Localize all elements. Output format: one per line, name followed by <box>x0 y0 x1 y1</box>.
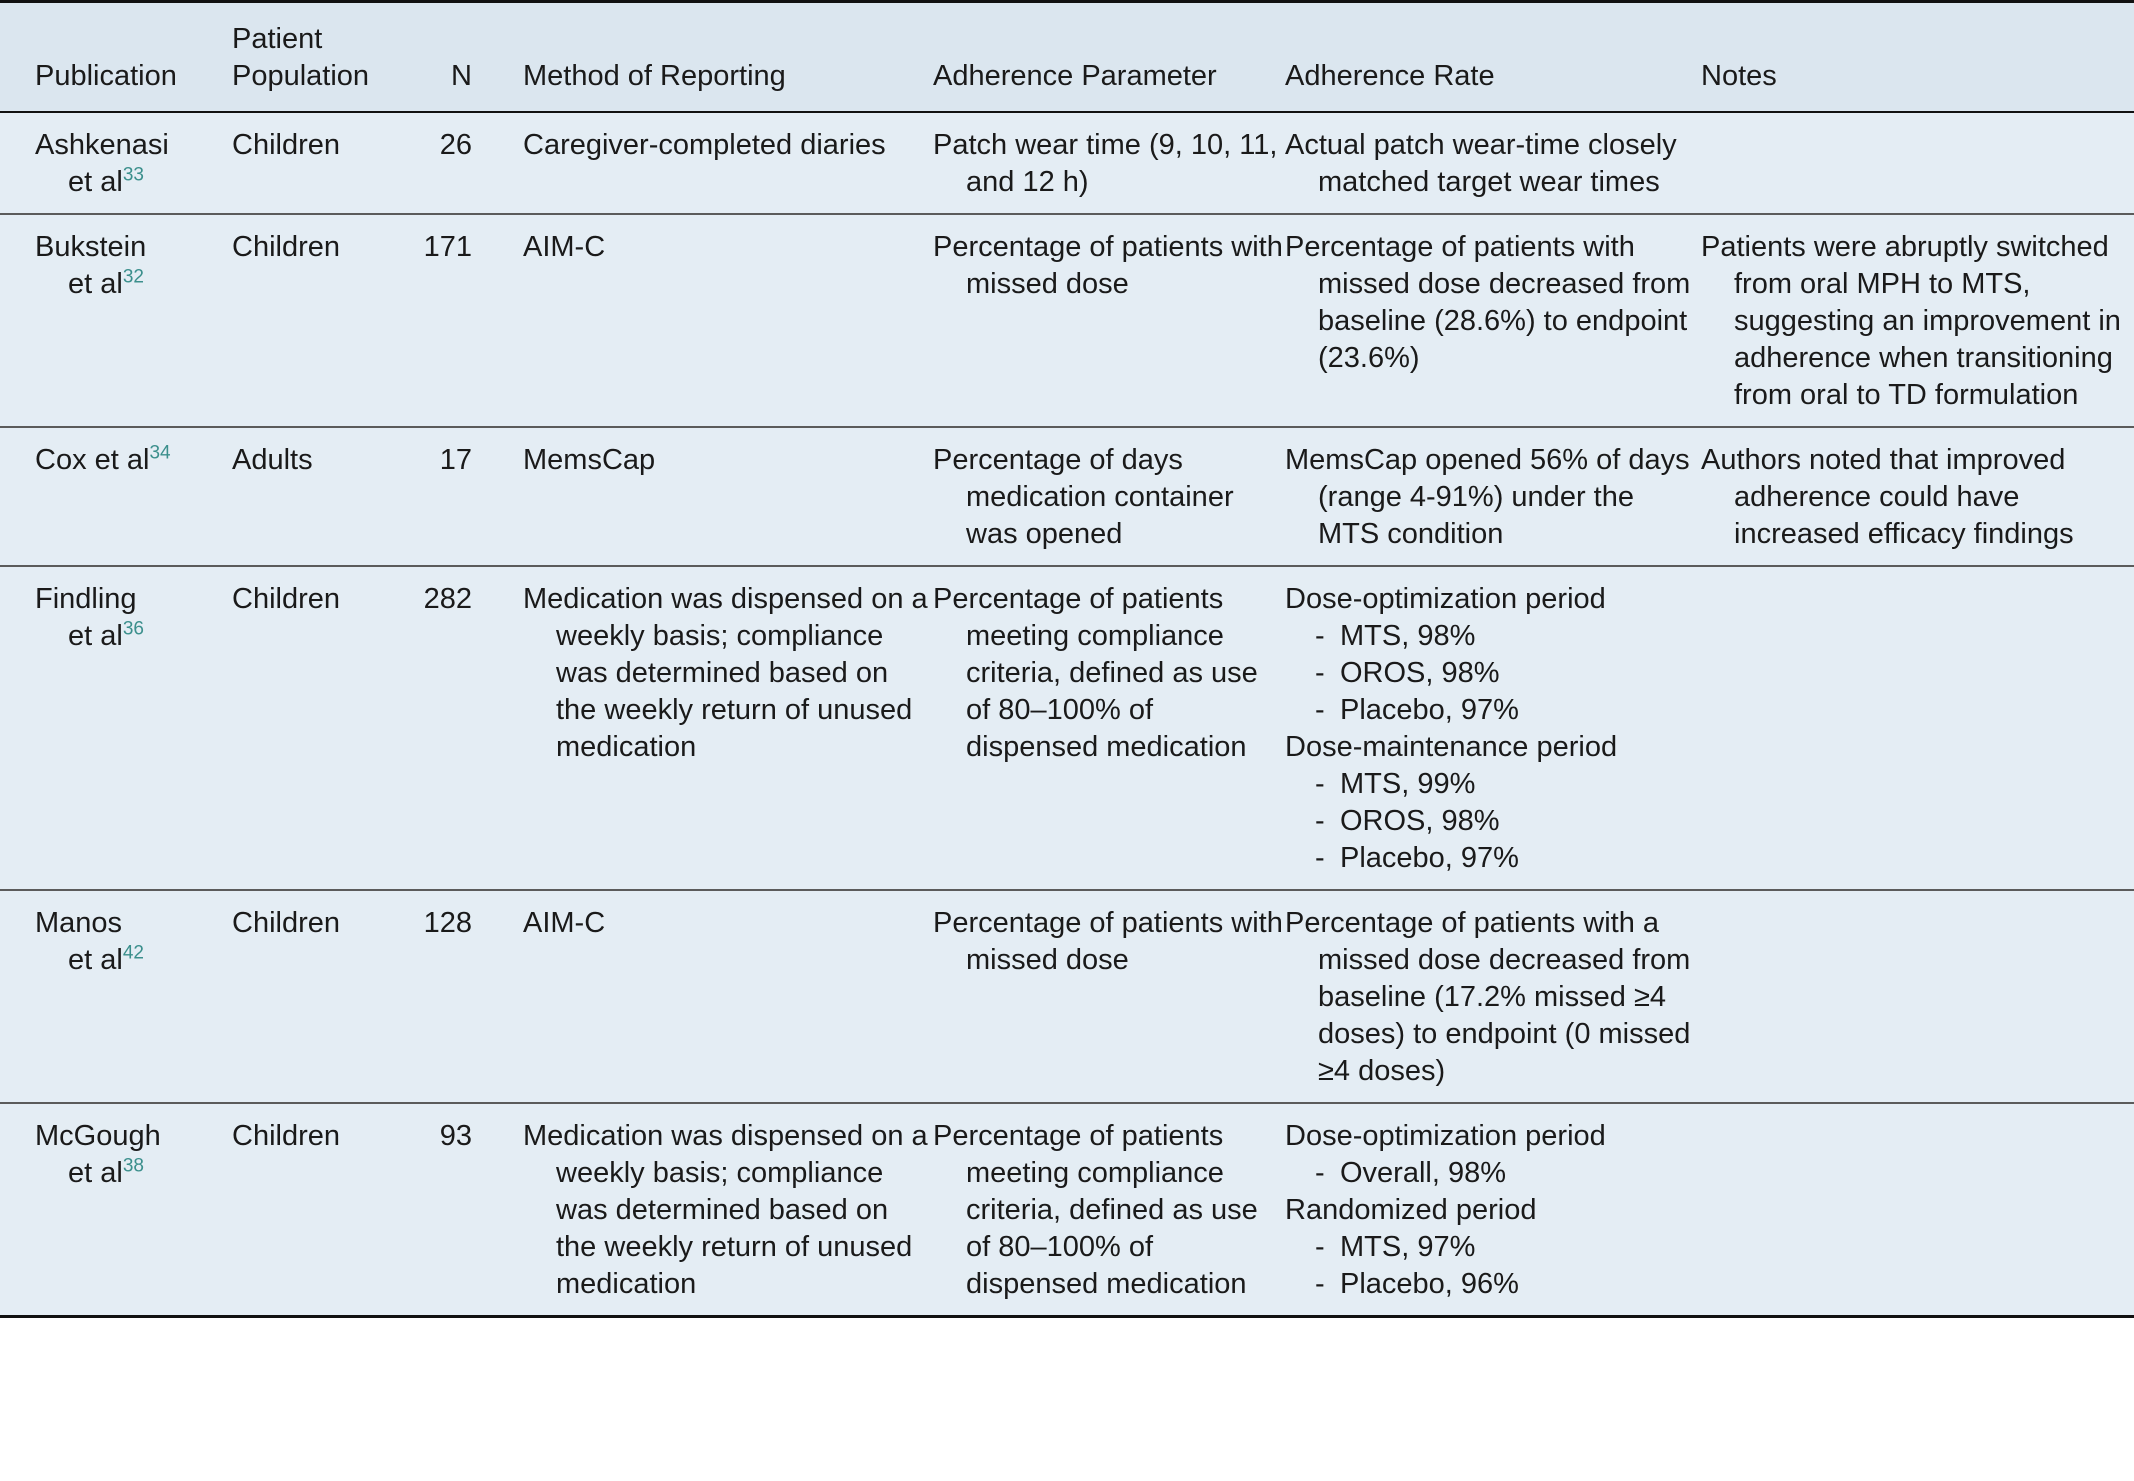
population-cell: Adults <box>232 427 410 566</box>
rate-item: - Placebo, 97% <box>1315 694 1519 726</box>
population-cell: Children <box>232 214 410 427</box>
rate-group: Dose-optimization period - MTS, 98% - OROS, 98% - Placebo, 97% <box>1285 581 1701 729</box>
population-cell: Children <box>232 112 410 214</box>
header-parameter: Adherence Parameter <box>933 2 1285 113</box>
population-cell: Children <box>232 566 410 890</box>
publication-cell: Cox et $al^{34}$ <box>0 427 232 566</box>
table-row <box>0 112 2134 214</box>
n-cell: 171 <box>410 214 523 427</box>
rate-group: Randomized period - MTS, 97% - Placebo, 96% <box>1285 1192 1701 1303</box>
reference-link[interactable]: 38 <box>122 1155 144 1177</box>
parameter-cell: Percentage of patients meeting compliance criteria, defined as use of 80–100% of dispensed medication <box>933 1103 1285 1317</box>
method-cell: Medication was dispensed on a weekly basis; compliance was determined based on the weekly return of unused medication <box>523 566 933 890</box>
rate-item: - OROS, 98% <box>1315 805 1500 837</box>
header-population: Patient Population <box>232 2 410 113</box>
method-cell: Medication was dispensed on a weekly basis; compliance was determined based on the weekly return of unused medication <box>523 1103 933 1317</box>
publication-cell: Findling et $al^{36}$ <box>0 566 232 890</box>
rate-item: - MTS, 97% <box>1315 1231 1476 1263</box>
publication-cell: Ashkenasi et $al^{33}$ <box>0 112 232 214</box>
n-cell: 282 <box>410 566 523 890</box>
rate-group: Dose-maintenance period - MTS, 99% - OROS, 98% - Placebo, 97% <box>1285 729 1701 877</box>
parameter-cell: Percentage of patients with missed dose <box>933 214 1285 427</box>
rate-item: - MTS, 99% <box>1315 768 1476 800</box>
table-row <box>0 214 2134 427</box>
header-notes: Notes <box>1701 2 2134 113</box>
reference-link[interactable]: 42 <box>122 942 144 964</box>
notes-cell: Patients were abruptly switched from oral MPH to MTS, suggesting an improvement in adherence when transitioning from oral to TD formulation <box>1701 214 2134 427</box>
notes-cell <box>1701 112 2134 214</box>
rate-cell <box>1285 566 1701 890</box>
parameter-cell: Percentage of patients meeting compliance criteria, defined as use of 80–100% of dispensed medication <box>933 566 1285 890</box>
notes-cell <box>1701 890 2134 1103</box>
rate-item: - Overall, 98% <box>1315 1157 1507 1189</box>
reference-link[interactable]: 36 <box>122 618 144 640</box>
table-row <box>0 566 2134 890</box>
parameter-cell: Patch wear time (9, 10, 11, and 12 h) <box>933 112 1285 214</box>
header-method: Method of Reporting <box>523 2 933 113</box>
publication-cell: Manos et $al^{42}$ <box>0 890 232 1103</box>
rate-item: - OROS, 98% <box>1315 657 1500 689</box>
reference-link[interactable]: 34 <box>149 442 171 464</box>
rate-cell: Percentage of patients with a missed dose decreased from baseline (17.2% missed ≥4 doses) to endpoint (0 missed ≥4 doses) <box>1285 890 1701 1103</box>
method-cell: Caregiver-completed diaries <box>523 112 933 214</box>
population-cell: Children <box>232 890 410 1103</box>
reference-link[interactable]: 32 <box>122 266 144 288</box>
table-row <box>0 890 2134 1103</box>
header-n: N <box>410 2 523 113</box>
header-rate: Adherence Rate <box>1285 2 1701 113</box>
n-cell: 93 <box>410 1103 523 1317</box>
rate-item: - MTS, 98% <box>1315 620 1476 652</box>
n-cell: 26 <box>410 112 523 214</box>
population-cell: Children <box>232 1103 410 1317</box>
notes-cell: Authors noted that improved adherence could have increased efficacy findings <box>1701 427 2134 566</box>
rate-cell: Percentage of patients with missed dose decreased from baseline (28.6%) to endpoint (23.6%) <box>1285 214 1701 427</box>
header-publication: Publication <box>0 2 232 113</box>
method-cell: AIM-C <box>523 890 933 1103</box>
notes-cell <box>1701 566 2134 890</box>
rate-cell: Actual patch wear-time closely matched target wear times <box>1285 112 1701 214</box>
reference-link[interactable]: 33 <box>122 164 144 186</box>
method-cell: AIM-C <box>523 214 933 427</box>
method-cell: MemsCap <box>523 427 933 566</box>
table-row <box>0 427 2134 566</box>
parameter-cell: Percentage of days medication container was opened <box>933 427 1285 566</box>
rate-item: - Placebo, 96% <box>1315 1268 1519 1300</box>
table-row <box>0 1103 2134 1317</box>
n-cell: 128 <box>410 890 523 1103</box>
n-cell: 17 <box>410 427 523 566</box>
notes-cell <box>1701 1103 2134 1317</box>
rate-item: - Placebo, 97% <box>1315 842 1519 874</box>
rate-cell <box>1285 1103 1701 1317</box>
parameter-cell: Percentage of patients with missed dose <box>933 890 1285 1103</box>
header-row <box>0 2 2134 113</box>
publication-cell: Bukstein et $al^{32}$ <box>0 214 232 427</box>
publication-cell: McGough et $al^{38}$ <box>0 1103 232 1317</box>
rate-group: Dose-optimization period - Overall, 98% <box>1285 1118 1701 1192</box>
rate-cell: MemsCap opened 56% of days (range 4-91%) under the MTS condition <box>1285 427 1701 566</box>
